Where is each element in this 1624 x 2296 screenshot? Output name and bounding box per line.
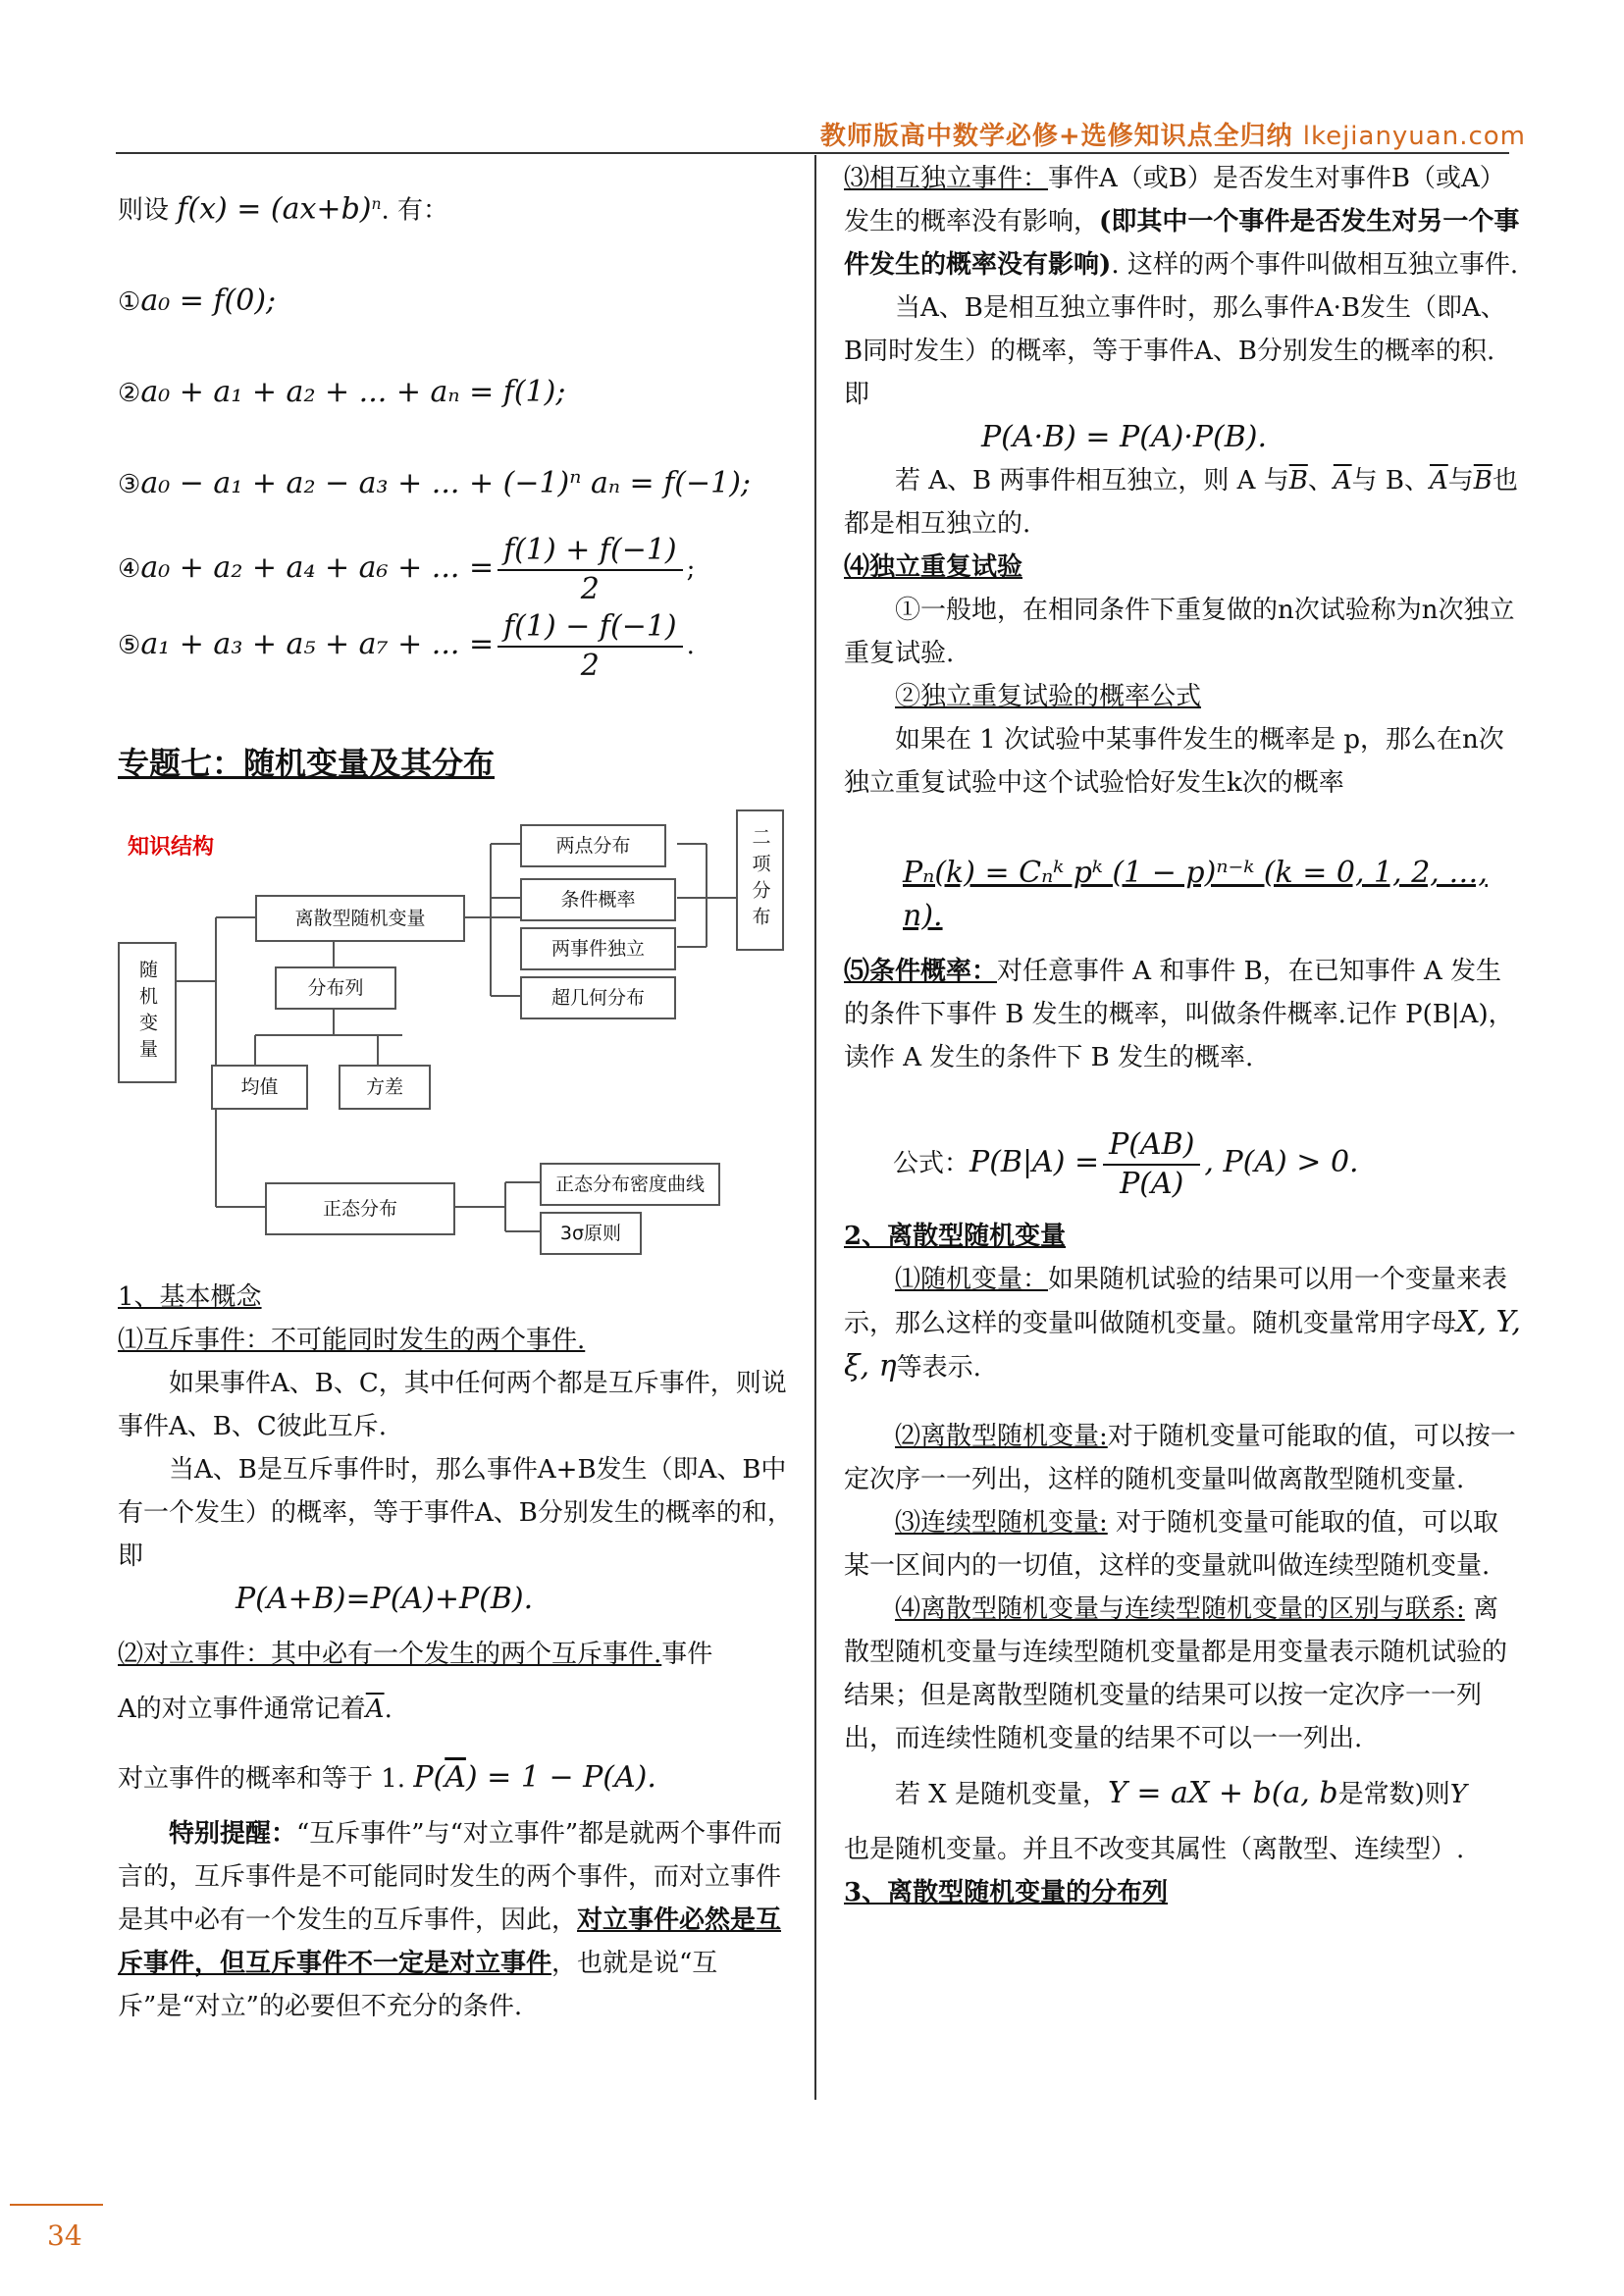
cond-den: P(A): [1120, 1167, 1184, 1201]
identity-3-text: a₀ − a₁ + a₂ − a₃ + ... + (−1)ⁿ aₙ = f(−1);: [140, 465, 752, 500]
rv4-text: 离散型随机变量与连续型随机变量都是用变量表示随机试验的结果；但是离散型随机变量的结果可以按一定次序一一列出，而连续性随机变量的结果不可以一一列出.: [844, 1594, 1508, 1753]
intro-text: 则设: [118, 195, 170, 226]
identity-5-num: f(1) − f(−1): [498, 608, 683, 648]
header-sep: l: [1302, 122, 1311, 151]
distribution-title: 3、离散型随机变量的分布列: [844, 1878, 1169, 1907]
num-1: ①: [118, 287, 141, 317]
cond-lhs: P(B|A) =: [969, 1145, 1100, 1179]
ind2-i: 也都是相互独立的.: [844, 466, 1518, 539]
node-variance: 方差: [339, 1065, 431, 1110]
independent-text-2: . 这样的两个事件叫做相互独立事件.: [1111, 250, 1519, 280]
tip-label: 特别提醒：: [169, 1818, 297, 1849]
para-independent: 当A、B是相互独立事件时，那么事件A·B发生（即A、B同时发生）的概率，等于事件A、B分别发生的概率的积. 即: [844, 293, 1506, 409]
sum-formula: P(A+B)=P(A)+P(B).: [236, 1581, 534, 1616]
ind2-d: $\overline{A}$: [1333, 466, 1352, 496]
ind2-h: $\overline{B}$: [1473, 466, 1493, 496]
identity-5-lhs: a₁ + a₃ + a₅ + a₇ + ... =: [140, 626, 495, 661]
num-4: ④: [118, 553, 141, 584]
complement-notation-end: .: [384, 1694, 393, 1724]
intro-formula: f(x) = (ax+b): [177, 191, 372, 227]
repeated-2: ②独立重复试验的概率公式: [895, 682, 1202, 711]
mutual-exclusive-title: ⑴互斥事件：不可能同时发生的两个事件.: [118, 1325, 586, 1355]
knowledge-diagram: [118, 805, 795, 1276]
cond-tail: , P(A) > 0.: [1204, 1145, 1359, 1179]
repeated-trials-title: ⑷独立重复试验: [844, 552, 1023, 582]
page-header: [820, 116, 1526, 152]
conditional-title: ⑸条件概率：: [844, 957, 998, 986]
rv-def-2: [844, 1415, 1521, 1501]
column-divider: [814, 155, 816, 2100]
complement-notation: [118, 1688, 795, 1731]
identity-4-frac: [498, 532, 683, 608]
discrete-rv-title: 2、离散型随机变量: [844, 1222, 1067, 1251]
num-2: ②: [118, 378, 141, 408]
repeated-3: 如果在 1 次试验中某事件发生的概率是 p，那么在n次独立重复试验中这个试验恰好发生k次的概率: [844, 725, 1504, 798]
identity-4-end: ;: [686, 553, 696, 584]
rv3-text: 对于随机变量可能取的值，可以取某一区间内的一切值，这样的变量就叫做连续型随机变量.: [844, 1508, 1499, 1581]
independent-events: [844, 157, 1521, 287]
rv1-text: 如果随机试验的结果可以用一个变量来表示，那么这样的变量叫做随机变量。随机变量常用字母: [844, 1265, 1508, 1338]
identity-5-frac: [498, 608, 683, 685]
identity-4-den: 2: [580, 571, 600, 606]
para-mutual-2: 当A、B是互斥事件时，那么事件A+B发生（即A、B中有一个发生）的概率，等于事件A、B分别发生的概率的和，即: [118, 1454, 793, 1571]
identity-4-lhs: a₀ + a₂ + a₄ + a₆ + ... =: [140, 549, 495, 585]
node-density-curve: 正态分布密度曲线: [540, 1163, 720, 1206]
section-title: 专题七：随机变量及其分布: [118, 744, 496, 782]
node-normal: 正态分布: [265, 1182, 455, 1235]
rv2-label: ⑵离散型随机变量:: [895, 1422, 1108, 1451]
identity-5-end: .: [686, 630, 695, 660]
identity-5-den: 2: [580, 648, 600, 683]
header-title: 教师版高中数学必修+选修知识点全归纳: [819, 122, 1293, 151]
rv2-text: 对于随机变量可能取的值，可以按一定次序一一列出，这样的随机变量叫做离散型随机变量.: [844, 1422, 1516, 1494]
para-independent-2: [844, 459, 1521, 546]
complement-tail: 事件: [661, 1639, 713, 1669]
rv3-label: ⑶连续型随机变量:: [895, 1508, 1108, 1538]
ind2-c: 、: [1307, 466, 1334, 496]
node-random-variable: 随机变量: [118, 942, 177, 1083]
num-5: ⑤: [118, 630, 141, 660]
independent-bold: (即其中一个事件是否发生对另一个事件发生的概率没有影响): [844, 207, 1520, 280]
node-3sigma: 3σ原则: [540, 1212, 642, 1255]
basic-concepts-title: 1、基本概念: [118, 1281, 262, 1312]
ind2-e: 与 B、: [1351, 466, 1430, 496]
identity-1: [118, 280, 795, 324]
complement-eq-c: ) = 1 − P(A).: [465, 1759, 656, 1795]
rv-def-1: [844, 1258, 1521, 1389]
complement-eq-a: P(: [413, 1759, 445, 1795]
rv1-end: 等表示.: [896, 1353, 981, 1383]
num-3: ③: [118, 469, 141, 499]
conditional-text: 对任意事件 A 和事件 B，在已知事件 A 发生的条件下事件 B 发生的概率，叫做条件概率.记作 P(B|A)，读作 A 发生的条件下 B 发生的概率.: [844, 957, 1514, 1072]
right-column: [844, 157, 1521, 1914]
complement-eq-b: $\overline{A}$: [445, 1759, 466, 1795]
node-two-point: 两点分布: [520, 824, 666, 867]
rv-def-4: [844, 1588, 1521, 1760]
rv1-label: ⑴随机变量：: [895, 1265, 1049, 1294]
header-site: kejianyuan.com: [1310, 122, 1526, 151]
identity-2: [118, 371, 795, 415]
identity-3: [118, 462, 795, 506]
page-number-rule: [10, 2204, 103, 2206]
rv5-c: 也是随机变量。并且不改变其属性（离散型、连续型）.: [844, 1835, 1465, 1864]
identity-2-text: a₀ + a₁ + a₂ + ... + aₙ = f(1);: [140, 374, 566, 409]
independent-title: ⑶相互独立事件：: [844, 164, 1049, 193]
node-mean: 均值: [211, 1065, 308, 1110]
intro-line: [118, 183, 795, 233]
node-conditional: 条件概率: [520, 878, 676, 921]
cond-num: P(AB): [1103, 1126, 1200, 1166]
conditional-formula: [844, 1126, 1521, 1203]
product-formula: P(A·B) = P(A)·P(B).: [981, 420, 1268, 454]
ind2-g: 与: [1447, 466, 1474, 496]
identity-4: [118, 532, 795, 608]
ind2-a: 若 A、B 两事件相互独立，则 A 与: [895, 466, 1289, 496]
tip-text-1: “互斥事件”与“对立事件”都是就两个事件而言的，互斥事件是不可能同时发生的两个事件，而对立事件是其中必有一个发生的互斥事件，因此，: [118, 1818, 783, 1935]
identity-5: [118, 608, 795, 685]
ind2-b: $\overline{B}$: [1288, 466, 1308, 496]
ind2-f: $\overline{A}$: [1430, 466, 1448, 496]
complement-a-bar: $\overline{A}$: [365, 1694, 385, 1724]
rv-def-3: [844, 1501, 1521, 1588]
node-independent: 两事件独立: [520, 927, 676, 970]
identity-1-text: a₀ = f(0);: [140, 283, 277, 318]
node-hypergeometric: 超几何分布: [520, 976, 676, 1019]
repeated-1: ①一般地，在相同条件下重复做的n次试验称为n次独立重复试验.: [844, 596, 1515, 668]
complement-sum: [118, 1756, 795, 1800]
node-binomial: 二项分布: [736, 809, 784, 951]
complement-sum-text: 对立事件的概率和等于 1.: [118, 1763, 406, 1794]
binomial-formula: Pₙ(k) = Cₙᵏ pᵏ (1 − p)ⁿ⁻ᵏ (k = 0, 1, 2, …, n).: [903, 856, 1488, 933]
rv5-y: Y: [1449, 1780, 1467, 1809]
rv5-a: 若 X 是随机变量，: [895, 1780, 1109, 1809]
para-mutual-1: 如果事件A、B、C，其中任何两个都是互斥事件，则说事件A、B、C彼此互斥.: [118, 1368, 787, 1441]
diagram-heading: 知识结构: [128, 834, 215, 860]
intro-exp: n: [371, 195, 382, 213]
rv4-label: ⑷离散型随机变量与连续型随机变量的区别与联系:: [895, 1594, 1465, 1624]
intro-tail: . 有：: [381, 195, 449, 226]
special-tip: [118, 1812, 795, 2028]
page-number: 34: [47, 2219, 82, 2252]
conditional-prob: [844, 950, 1521, 1079]
rv5-b: 是常数)则: [1337, 1780, 1450, 1809]
left-column: [118, 157, 795, 2028]
formula-label: 公式：: [893, 1149, 970, 1178]
complement-line: [118, 1633, 795, 1676]
cond-frac: [1103, 1126, 1200, 1203]
independent-text-1: 事件A（或B）是否发生对事件B（或A）发生的概率没有影响，: [844, 164, 1505, 236]
complement-title: ⑵对立事件：其中必有一个发生的两个互斥事件.: [118, 1639, 662, 1669]
rv1-symbols: X, Y, ξ, η: [844, 1305, 1521, 1383]
rv-transform: [844, 1772, 1521, 1816]
complement-notation-text: A的对立事件通常记着: [118, 1694, 366, 1724]
rv5-eq: Y = aX + b(a, b: [1108, 1776, 1338, 1810]
tip-text-2: ，也就是说“互斥”是“对立”的必要但不充分的条件.: [118, 1948, 718, 2021]
identity-4-num: f(1) + f(−1): [498, 532, 683, 571]
node-distribution: 分布列: [275, 966, 396, 1010]
tip-bold: 对立事件必然是互斥事件，但互斥事件不一定是对立事件: [118, 1905, 782, 1978]
node-discrete: 离散型随机变量: [255, 895, 465, 942]
header-rule: [116, 152, 1509, 154]
